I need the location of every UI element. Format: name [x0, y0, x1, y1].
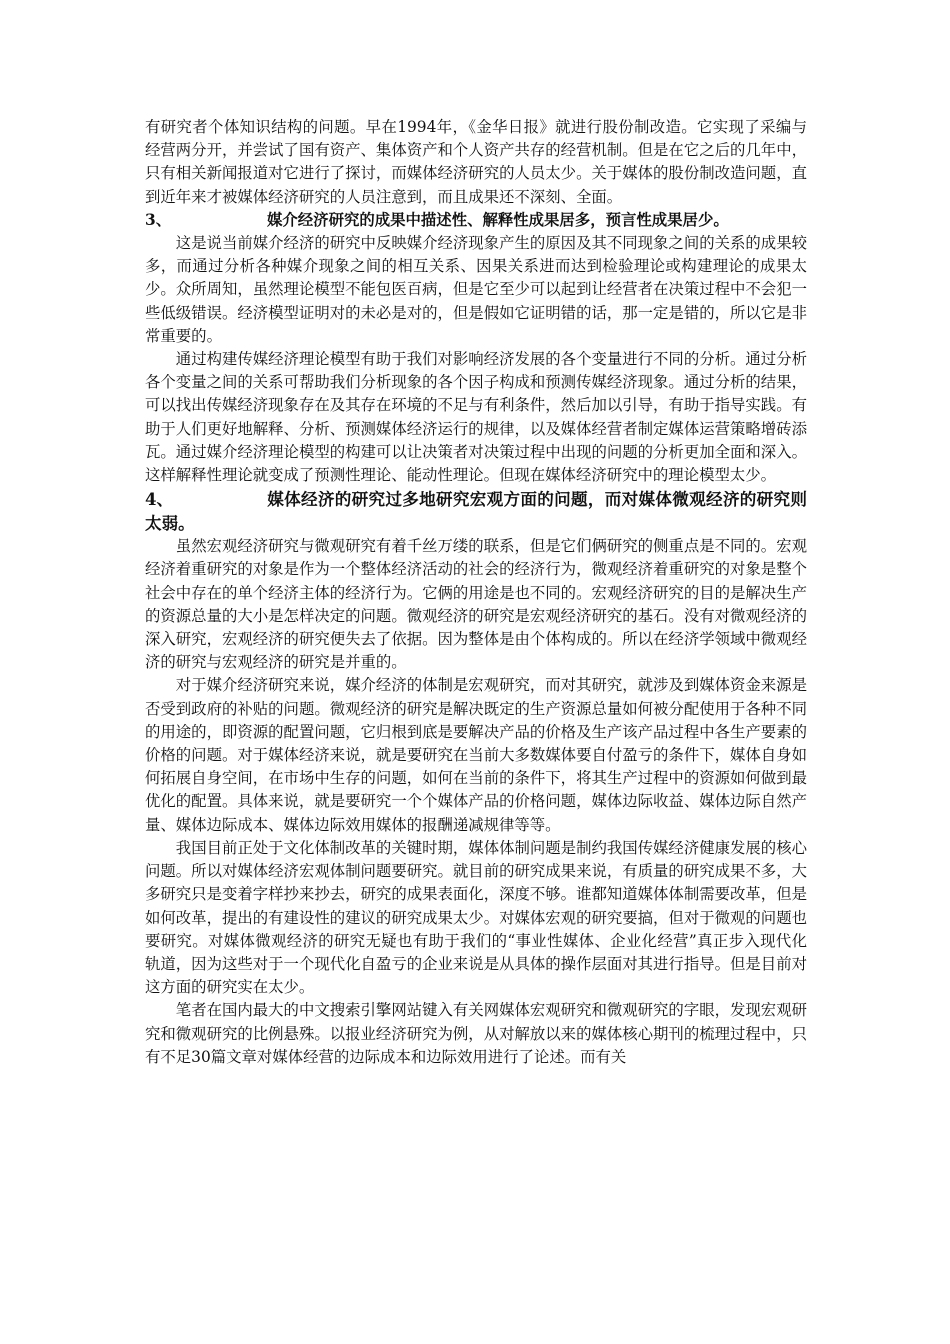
paragraph-1: 这是说当前媒介经济的研究中反映媒介经济现象产生的原因及其不同现象之间的关系的成果较多，而通过分析各种媒介现象之间的相互关系、因果关系进而达到检验理论或构建理论的成果太少。众所周知，虽然理论模型不能包医百病，但是它至少可以起到让经营者在决策过程中不会犯一些低级错误。经济模型证明对的未必是对的，但是假如它证明错的话，那一定是错的，所以它是非常重要的。 [145, 234, 807, 345]
section-number-4: 4、 [145, 489, 174, 510]
section-heading-4 [145, 487, 807, 535]
paragraph-2: 通过构建传媒经济理论模型有助于我们对影响经济发展的各个变量进行不同的分析。通过分析各个变量之间的关系可帮助我们分析现象的各个因子构成和预测传媒经济现象。通过分析的结果，可以找出传媒经济现象存在及其存在环境的不足与有利条件，然后加以引导，有助于指导实践。有助于人们更好地解释、分析、预测媒体经济运行的规律，以及媒体经营者制定媒体运营策略增砖添瓦。通过媒介经济理论模型的构建可以让决策者对决策过程中出现的问题的分析更加全面和深入。这样解释性理论就变成了预测性理论、能动性理论。但现在媒体经济研究中的理论模型太少。 [145, 350, 807, 485]
paragraph-5: 我国目前正处于文化体制改革的关键时期，媒体体制问题是制约我国传媒经济健康发展的核心问题。所以对媒体经济宏观体制问题要研究。就目前的研究成果来说，有质量的研究成果不多，大多研究只是变着字样抄来抄去，研究的成果表面化，深度不够。谁都知道媒体体制需要改革，但是如何改革，提出的有建设性的建议的研究成果太少。对媒体宏观的研究要搞，但对于微观的问题也要研究。对媒体微观经济的研究无疑也有助于我们的“事业性媒体、企业化经营”真正步入现代化轨道，因为这些对于一个现代化自盈亏的企业来说是从具体的操作层面对其进行指导。但是目前对这方面的研究实在太少。 [145, 838, 807, 997]
section-number-3: 3、 [145, 210, 172, 229]
paragraph-3: 虽然宏观经济研究与微观研究有着千丝万缕的联系，但是它们俩研究的侧重点是不同的。宏观经济着重研究的对象是作为一个整体经济活动的社会的经济行为，微观经济着重研究的对象是整个社会中存在的单个经济主体的经济行为。它俩的用途是也不同的。宏观经济研究的目的是解决生产的资源总量的大小是怎样决定的问题。微观经济的研究是宏观经济研究的基石。没有对微观经济的深入研究，宏观经济的研究便失去了依据。因为整体是由个体构成的。所以在经济学领域中微观经济的研究与宏观经济的研究是并重的。 [145, 537, 807, 672]
section-title-4: 媒体经济的研究过多地研究宏观方面的问题，而对媒体微观经济的研究则太弱。 [145, 489, 807, 534]
paragraph-6: 笔者在国内最大的中文搜索引擎网站键入有关网媒体宏观研究和微观研究的字眼，发现宏观研究和微观研究的比例悬殊。以报业经济研究为例，从对解放以来的媒体核心期刊的梳理过程中，只有不足30篇文章对媒体经营的边际成本和边际效用进行了论述。而有关 [145, 1001, 807, 1066]
paragraph-continuation: 有研究者个体知识结构的问题。早在1994年，《金华日报》就进行股份制改造。它实现了采编与经营两分开，并尝试了国有资产、集体资产和个人资产共存的经营机制。但是在它之后的几年中，只有相关新闻报道对它进行了探讨，而媒体经济研究的人员太少。关于媒体的股份制改造问题，直到近年来才被媒体经济研究的人员注意到，而且成果还不深刻、全面。 [145, 118, 807, 206]
document-page [145, 116, 807, 1069]
paragraph-4: 对于媒介经济研究来说，媒介经济的体制是宏观研究，而对其研究，就涉及到媒体资金来源是否受到政府的补贴的问题。微观经济的研究是解决既定的生产资源总量如何被分配使用于各种不同的用途的，即资源的配置问题，它归根到底是要解决产品的价格及生产该产品过程中各生产要素的价格的问题。对于媒体经济来说，就是要研究在当前大多数媒体要自付盈亏的条件下，媒体自身如何拓展自身空间，在市场中生存的问题，如何在当前的条件下，将其生产过程中的资源如何做到最优化的配置。具体来说，就是要研究一个个媒体产品的价格问题，媒体边际收益、媒体边际自然产量、媒体边际成本、媒体边际效用媒体的报酬递减规律等等。 [145, 676, 807, 834]
section-title-3: 媒介经济研究的成果中描述性、解释性成果居多，预言性成果居少。 [267, 210, 729, 229]
section-heading-3 [145, 209, 807, 232]
